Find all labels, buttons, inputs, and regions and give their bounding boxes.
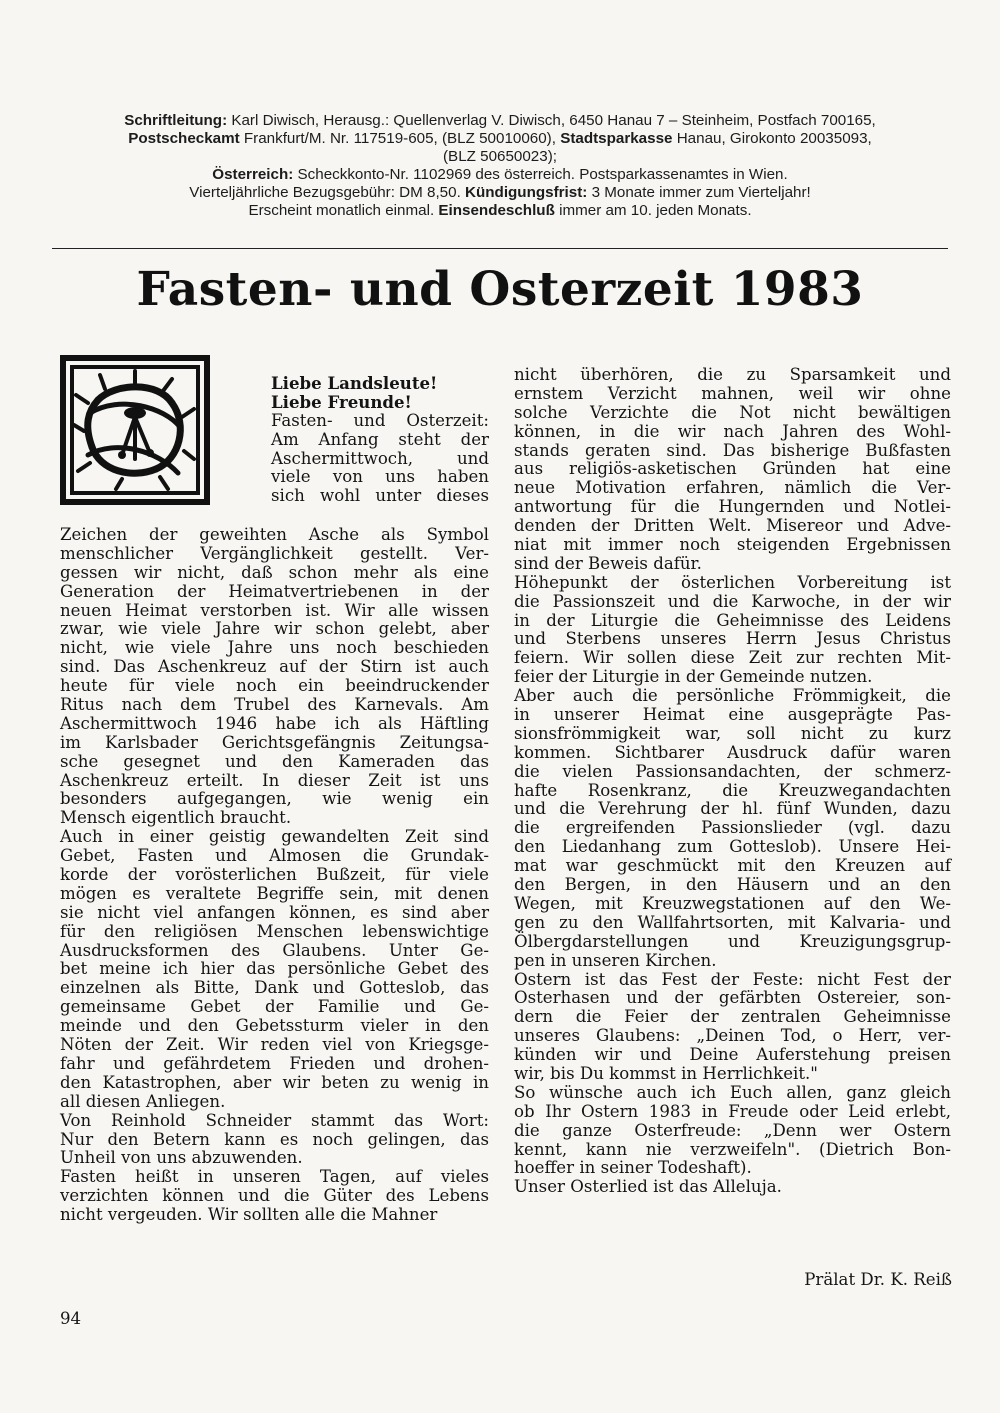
text-line: solche Verzichte die Not nicht bewältigen — [514, 402, 951, 422]
text-line: Ölbergdarstellungen und Kreuzigungsgrup- — [514, 931, 951, 951]
masthead-text: Scheckkonto-Nr. 1102969 des österreich. Postsparkassenamtes in Wien. — [293, 166, 788, 183]
text-line: die vielen Passionsandachten, der schmerz- — [514, 761, 951, 781]
text-line: sind der Beweis dafür. — [514, 553, 702, 573]
text-line: meinde und den Gebetssturm vieler in den — [60, 1016, 489, 1036]
text-line: heute für viele noch ein beeindruckender — [60, 676, 489, 696]
text-line: gen zu den Wallfahrtsorten, mit Kalvaria- und — [514, 912, 951, 932]
text-line: antwortung für die Hungernden und Notlei- — [514, 497, 951, 517]
text-line: Von Reinhold Schneider stammt das Wort: — [60, 1110, 489, 1130]
text-line: verzichten können und die Güter des Lebens — [60, 1186, 489, 1206]
masthead-label: Stadtsparkasse — [560, 130, 673, 147]
text-line: im Karlsbader Gerichtsgefängnis Zeitungsa- — [60, 732, 489, 752]
column-right — [514, 366, 951, 1197]
text-line: Nur den Betern kann es noch gelingen, das — [60, 1129, 489, 1149]
masthead-label: Schriftleitung: — [124, 112, 228, 129]
text-line: Osterhasen und der gefärbten Ostereier, son- — [514, 988, 951, 1008]
text-line: zwar, wie viele Jahre wir schon gelebt, aber — [60, 619, 489, 639]
text-line: Aschenkreuz erteilt. In dieser Zeit ist uns — [60, 770, 489, 790]
text-line: die ergreifenden Passionslieder (vgl. dazu — [514, 818, 951, 838]
text-line: nicht überhören, die zu Sparsamkeit und — [514, 365, 951, 384]
text-line: mögen es veraltete Begriffe sein, mit denen — [60, 883, 489, 903]
text-line: Zeichen der geweihten Asche als Symbol — [60, 525, 489, 544]
crown-of-thorns-emblem — [60, 355, 210, 505]
text-line: hafte Rosenkranz, die Kreuzwegandachten — [514, 780, 951, 800]
text-line: pen in unseren Kirchen. — [514, 950, 717, 970]
masthead — [50, 112, 950, 220]
masthead-text: 3 Monate immer zum Vierteljahr! — [587, 184, 811, 201]
text-line: gemeinsame Gebet der Familie und Ge- — [60, 997, 489, 1017]
text-line: Ritus nach dem Trubel des Karnevals. Am — [60, 695, 489, 715]
text-line: die Passionszeit und die Karwoche, in der wir — [514, 591, 951, 611]
article-title: Fasten- und Osterzeit 1983 — [136, 262, 864, 317]
text-line: niat mit immer noch steigenden Ergebnissen — [514, 535, 951, 555]
text-line: neuen Heimat verstorben ist. Wir alle wissen — [60, 600, 489, 620]
text-line: aus religiös-asketischen Gründen hat eine — [514, 459, 951, 479]
text-line: Wegen, mit Kreuzwegstationen auf den We- — [514, 893, 951, 913]
text-line: hoeffer in seiner Todeshaft). — [514, 1158, 752, 1178]
text-line: sionsfrömmigkeit war, soll nicht zu kurz — [514, 723, 951, 743]
text-line: in der Liturgie die Geheimnisse des Leidens — [514, 610, 951, 630]
text-line: fahr und gefährdetem Frieden und drohen- — [60, 1053, 489, 1073]
masthead-line-5 — [50, 184, 950, 202]
text-line: sie nicht viel anfangen können, es sind aber — [60, 902, 489, 922]
text-line: besonders aufgegangen, wie wenig ein — [60, 789, 489, 809]
text-line: Mensch eigentlich braucht. — [60, 808, 292, 828]
text-line: Ausdrucksformen des Glaubens. Unter Ge- — [60, 940, 489, 960]
text-line: den Katastrophen, aber wir beten zu wenig in — [60, 1072, 489, 1092]
masthead-line-1 — [50, 112, 950, 130]
masthead-text: Hanau, Girokonto 20035093, — [672, 130, 872, 147]
text-line: für den religiösen Menschen lebenswichtige — [60, 921, 489, 941]
text-line: viele von uns haben — [271, 467, 489, 487]
text-line: neue Motivation erfahren, nämlich die Ver- — [514, 478, 951, 498]
masthead-label: Einsendeschluß — [438, 202, 555, 219]
text-line: Unser Osterlied ist das Alleluja. — [514, 1177, 782, 1197]
text-line: feiern. Wir sollen diese Zeit zur rechten Mit- — [514, 648, 951, 668]
text-line: kommen. Sichtbarer Ausdruck dafür waren — [514, 742, 951, 762]
column-left — [60, 526, 489, 1225]
text-line: stands geraten sind. Das bisherige Bußfasten — [514, 440, 951, 460]
text-line: gessen wir nicht, daß schon mehr als eine — [60, 562, 489, 582]
masthead-line-3 — [50, 148, 950, 166]
masthead-text: immer am 10. jeden Monats. — [554, 202, 752, 219]
text-line: künden wir und Deine Auferstehung preisen — [514, 1045, 951, 1065]
text-line: und die Verehrung der hl. fünf Wunden, dazu — [514, 799, 951, 819]
text-line: dern die Feier der zentralen Geheimnisse — [514, 1007, 951, 1027]
crown-of-thorns-icon — [60, 355, 210, 505]
masthead-label: Kündigungsfrist: — [465, 184, 588, 201]
text-line: nicht vergeuden. Wir sollten alle die Mahner — [60, 1205, 438, 1225]
masthead-text: Vierteljährliche Bezugsgebühr: DM 8,50. — [189, 184, 466, 201]
text-line: ob Ihr Ostern 1983 in Freude oder Leid erlebt, — [514, 1101, 951, 1121]
text-line: können, in die wir nach Jahren des Wohl- — [514, 421, 951, 441]
masthead-divider — [52, 248, 948, 249]
text-line: Aber auch die persönliche Frömmigkeit, die — [514, 686, 951, 706]
text-line: nicht, wie viele Jahre uns noch beschieden — [60, 638, 489, 658]
text-line: Gebet, Fasten und Almosen die Grundak- — [60, 846, 489, 866]
masthead-line-2 — [50, 130, 950, 148]
text-line: bet meine ich hier das persönliche Gebet des — [60, 959, 489, 979]
masthead-line-6 — [50, 202, 950, 220]
page-number: 94 — [60, 1309, 82, 1328]
text-line: mat war geschmückt mit den Kreuzen auf — [514, 856, 951, 876]
text-line: Auch in einer geistig gewandelten Zeit sind — [60, 827, 489, 847]
column-left-top — [271, 374, 489, 506]
text-line: sind. Das Aschenkreuz auf der Stirn ist auch — [60, 657, 489, 677]
masthead-label: Postscheckamt — [128, 130, 240, 147]
text-line: Aschermittwoch 1946 habe ich als Häftling — [60, 713, 489, 733]
text-line: den Bergen, in den Häusern und an den — [514, 875, 951, 895]
text-line: sche gesegnet und den Kameraden das — [60, 751, 489, 771]
text-line: So wünsche auch ich Euch allen, ganz gleich — [514, 1082, 951, 1102]
masthead-text: (BLZ 50650023); — [443, 148, 557, 165]
text-line: ernstem Verzicht mahnen, weil wir ohne — [514, 383, 951, 403]
text-line: die ganze Osterfreude: „Denn wer Ostern — [514, 1120, 951, 1140]
text-line: Am Anfang steht der — [271, 429, 489, 449]
text-line: einzelnen als Bitte, Dank und Gotteslob, das — [60, 978, 489, 998]
signature: Prälat Dr. K. Reiß — [804, 1270, 952, 1289]
text-line: Nöten der Zeit. Wir reden viel von Kriegsge- — [60, 1035, 489, 1055]
text-line: Generation der Heimatvertriebenen in der — [60, 581, 489, 601]
text-line: unseres Glaubens: „Deinen Tod, o Herr, ver- — [514, 1026, 951, 1046]
text-line: Ostern ist das Fest der Feste: nicht Fest der — [514, 969, 951, 989]
text-line: korde der vorösterlichen Bußzeit, für viele — [60, 865, 489, 885]
text-line: Fasten heißt in unseren Tagen, auf vieles — [60, 1167, 489, 1187]
greeting-line: Liebe Landsleute! — [271, 373, 438, 393]
text-line: feier der Liturgie in der Gemeinde nutzen. — [514, 667, 873, 687]
masthead-text: Frankfurt/M. Nr. 117519-605, (BLZ 50010060), — [239, 130, 561, 147]
text-line: in unserer Heimat eine ausgeprägte Pas- — [514, 705, 951, 725]
text-line: sich wohl unter dieses — [271, 486, 489, 506]
text-line: und Sterbens unseres Herrn Jesus Christus — [514, 629, 951, 649]
text-line: kennt, kann nie verzweifeln". (Dietrich Bon- — [514, 1139, 951, 1159]
text-line: den Liedanhang zum Gotteslob). Unsere Hei- — [514, 837, 951, 857]
text-line: wir, bis Du kommst in Herrlichkeit." — [514, 1063, 818, 1083]
masthead-line-4 — [50, 166, 950, 184]
greeting-line: Liebe Freunde! — [271, 391, 412, 412]
masthead-text: Karl Diwisch, Herausg.: Quellenverlag V. Diwisch, 6450 Hanau 7 – Steinheim, Postfach 700165, — [227, 112, 876, 129]
masthead-text: Erscheint monatlich einmal. — [248, 202, 439, 219]
text-line: all diesen Anliegen. — [60, 1091, 226, 1111]
text-line: menschlicher Vergänglichkeit gestellt. Ver- — [60, 543, 489, 563]
text-line: denden der Dritten Welt. Misereor und Adve- — [514, 516, 951, 536]
text-line: Fasten- und Osterzeit: — [271, 410, 489, 430]
masthead-label: Österreich: — [212, 166, 294, 183]
text-line: Unheil von uns abzuwenden. — [60, 1148, 303, 1168]
text-line: Höhepunkt der österlichen Vorbereitung ist — [514, 572, 951, 592]
text-line: Aschermittwoch, und — [271, 448, 489, 468]
